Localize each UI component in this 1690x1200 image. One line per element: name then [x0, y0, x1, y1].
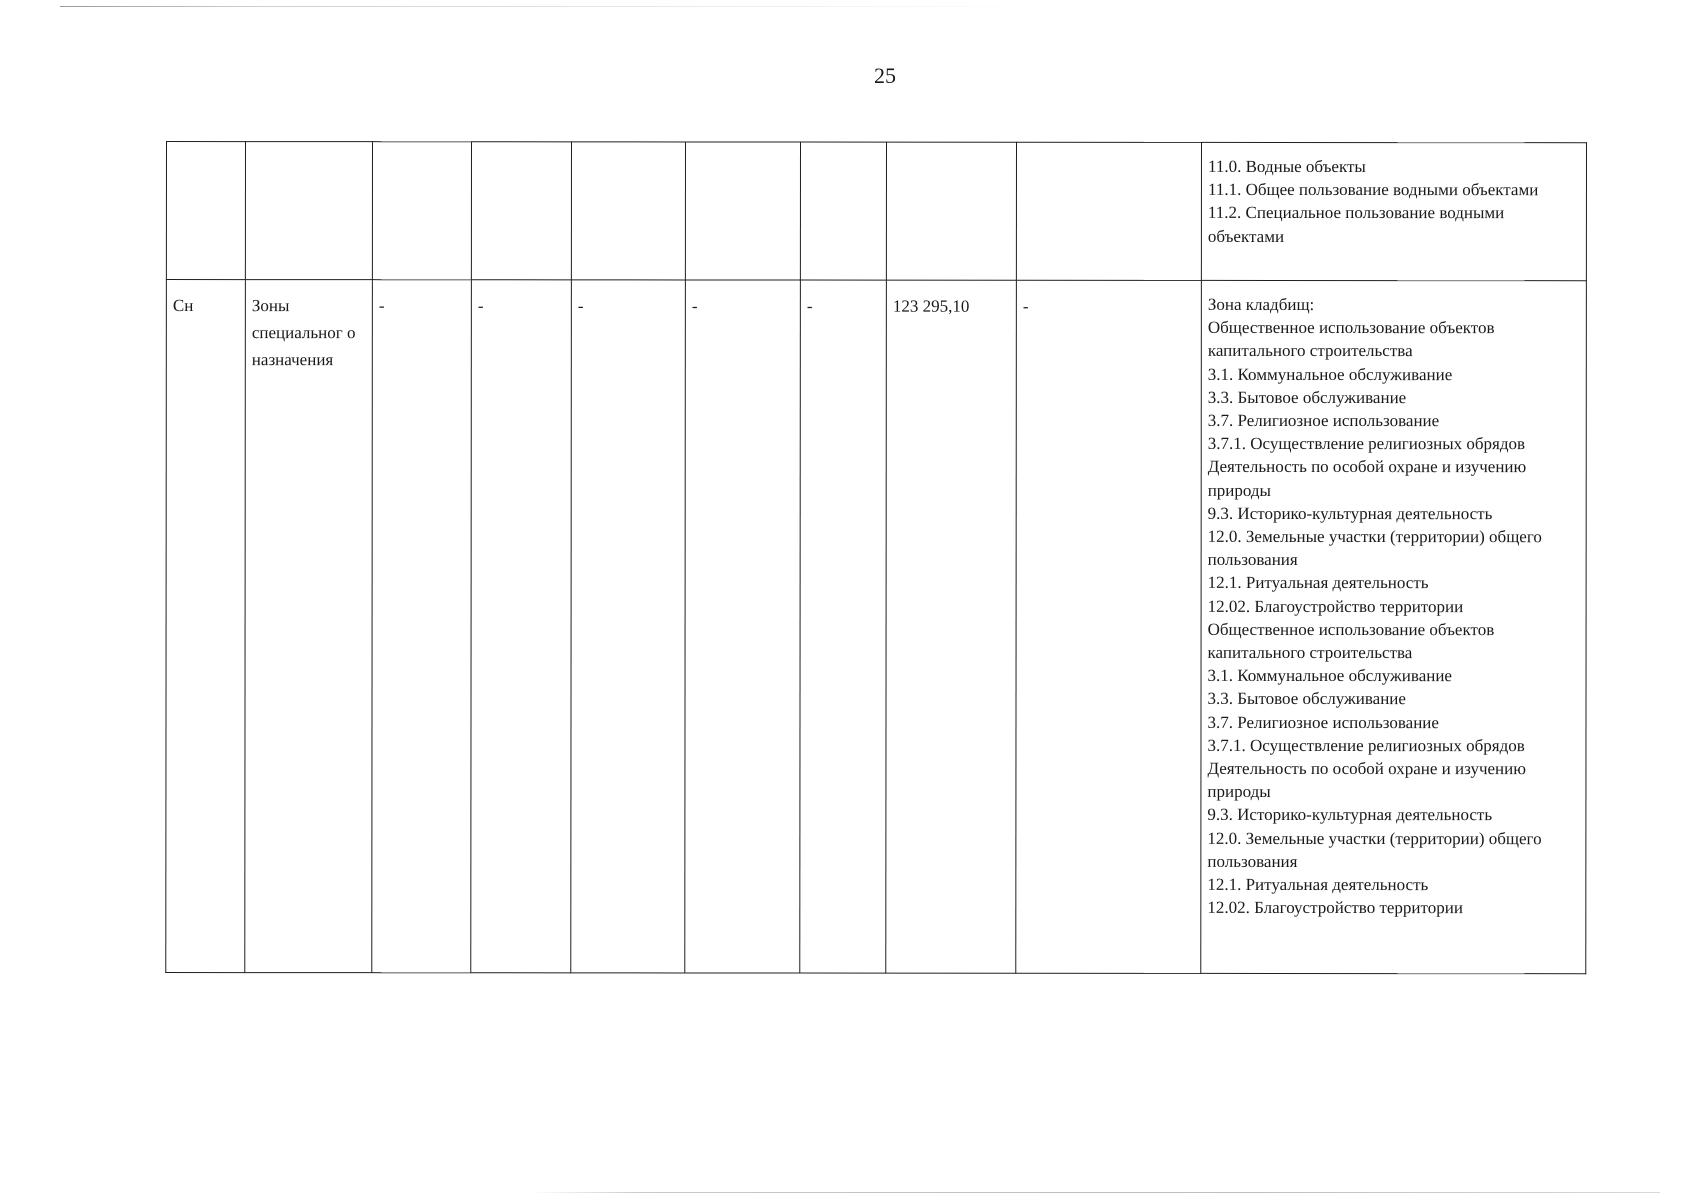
cell-code [166, 280, 246, 973]
top-uses-list [1202, 143, 1586, 248]
page-number: 25 [874, 63, 896, 88]
cell-zone-name [245, 280, 373, 973]
cell-area [886, 280, 1017, 973]
list-item: 12.02. Благоустройство территории [1207, 898, 1463, 918]
list-item: Общественное использование объектов капитального строительства [1207, 318, 1495, 361]
top-cell-area [886, 142, 1016, 280]
list-item: Деятельность по особой охране и изучению природы [1207, 457, 1527, 500]
cell-col6 [685, 280, 801, 973]
zone-code: Сн [172, 296, 194, 316]
list-item: 11.2. Специальное пользование водными объектами [1207, 203, 1505, 246]
top-cell-col5 [571, 142, 685, 280]
list-item: 3.1. Коммунальное обслуживание [1207, 666, 1452, 686]
list-item: 3.3. Бытовое обслуживание [1207, 689, 1406, 709]
top-cell-col4 [471, 142, 571, 280]
top-cell-col7 [800, 142, 886, 280]
list-item: 3.7. Религиозное использование [1207, 410, 1440, 431]
list-item: 11.1. Общее пользование водными объектами [1207, 180, 1539, 200]
scan-edge-bottom [530, 1192, 1660, 1193]
table-row-top [166, 142, 1586, 281]
area-value: 123 295,10 [892, 296, 970, 316]
dash-value: - [806, 296, 813, 316]
list-item: 3.1. Коммунальное обслуживание [1207, 364, 1453, 384]
list-item: 12.02. Благоустройство территории [1207, 596, 1464, 616]
list-item: 3.3. Бытовое обслуживание [1207, 387, 1407, 407]
list-item: Деятельность по особой охране и изучению природы [1207, 758, 1526, 802]
list-item: 9.3. Историко-культурная деятельность [1207, 503, 1493, 523]
list-item: 12.0. Земельные участки (территории) общего пользования [1207, 828, 1542, 871]
cell-col5 [571, 280, 686, 973]
zones-table-wrapper [165, 141, 1586, 974]
cell-uses [1201, 280, 1587, 973]
cell-col7 [800, 280, 887, 973]
cell-col3 [372, 280, 472, 973]
dash-value: - [577, 296, 584, 316]
top-cell-uses [1201, 142, 1586, 280]
dash-value: - [1022, 296, 1029, 316]
list-item: 3.7.1. Осуществление религиозных обрядов [1207, 735, 1525, 756]
scan-edge-top [60, 6, 1040, 7]
cell-col4 [471, 280, 572, 973]
list-item: 3.7. Религиозное использование [1207, 712, 1439, 732]
list-item: 3.7.1. Осуществление религиозных обрядов [1207, 434, 1526, 454]
cell-col9 [1016, 280, 1202, 973]
dash-value: - [691, 296, 698, 316]
top-cell-col9 [1016, 142, 1201, 280]
top-cell-col6 [685, 142, 800, 280]
zones-table [165, 141, 1587, 974]
list-item: 12.1. Ритуальная деятельность [1207, 573, 1429, 593]
main-uses-list [1201, 281, 1586, 920]
zone-name: Зоны специальног о назначения [251, 296, 356, 370]
list-item: 11.0. Водные объекты [1207, 156, 1366, 177]
list-item: 12.0. Земельные участки (территории) общего пользования [1207, 526, 1542, 570]
dash-value: - [378, 296, 385, 316]
top-cell-code [166, 142, 245, 280]
list-item: 12.1. Ритуальная деятельность [1207, 874, 1429, 895]
list-item: Зона кладбищ: [1207, 294, 1315, 315]
list-item: 9.3. Историко-культурная деятельность [1207, 805, 1493, 825]
top-cell-col3 [372, 142, 471, 280]
table-row-main [166, 280, 1587, 974]
list-item: Общественное использование объектов капитального строительства [1207, 619, 1495, 663]
top-cell-zone-name [245, 142, 372, 280]
dash-value: - [477, 296, 484, 316]
